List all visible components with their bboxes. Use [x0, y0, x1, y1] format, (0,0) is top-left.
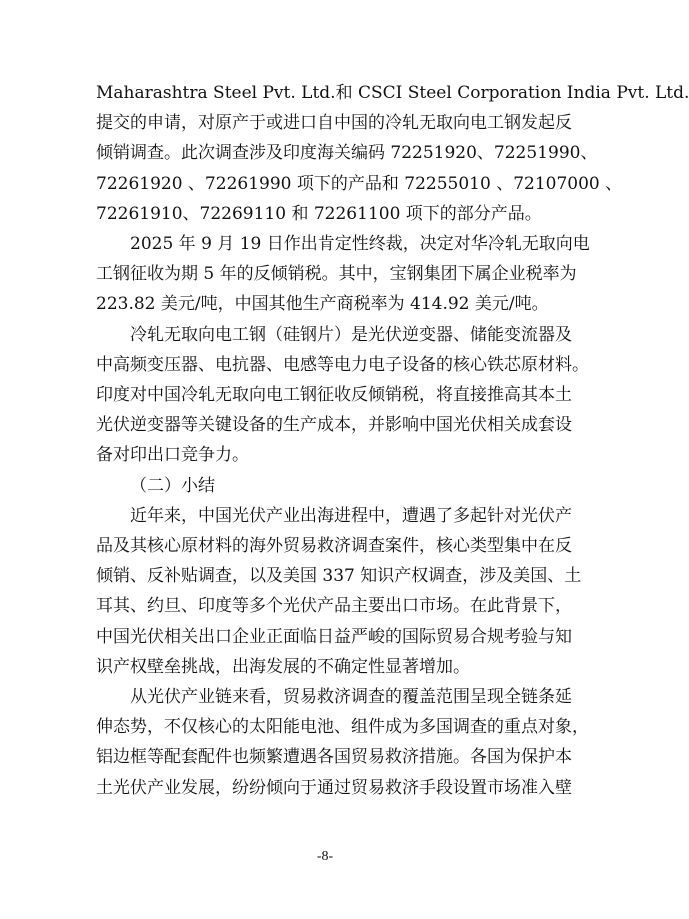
- section-heading-summary: （二）小结: [130, 475, 215, 496]
- text-line: 提交的申请，对原产于或进口自中国的冷轧无取向电工钢发起反: [96, 113, 572, 134]
- text-line: 工钢征收为期 5 年的反倾销税。其中，宝钢集团下属企业税率为: [96, 264, 577, 285]
- text-line: 72261910、72269110 和 72261100 项下的部分产品。: [96, 203, 542, 224]
- paragraph-summary-overview: [96, 501, 582, 682]
- text-line: 72261920 、72261990 项下的产品和 72255010 、72107000 、: [96, 173, 623, 194]
- paragraph-electrical-steel-impact: [96, 320, 589, 471]
- text-line: 识产权壁垒挑战，出海发展的不确定性显著增加。: [96, 656, 470, 677]
- page-number: -8-: [316, 849, 334, 864]
- text-line: 土光伏产业发展，纷纷倾向于通过贸易救济手段设置市场准入壁: [96, 777, 572, 798]
- text-line: 冷轧无取向电工钢（硅钢片）是光伏逆变器、储能变流器及: [96, 324, 572, 345]
- text-line: 备对印出口竞争力。: [96, 445, 249, 466]
- text-line: 品及其核心原材料的海外贸易救济调查案件，核心类型集中在反: [96, 536, 572, 557]
- text-line: 倾销调查。此次调查涉及印度海关编码 72251920、72251990、: [96, 143, 598, 164]
- text-line: 中国光伏相关出口企业正面临日益严峻的国际贸易合规考验与知: [96, 626, 572, 647]
- paragraph-industry-chain: [96, 682, 589, 803]
- text-line: 耳其、约旦、印度等多个光伏产品主要出口市场。在此背景下，: [96, 596, 572, 617]
- text-line: Maharashtra Steel Pvt. Ltd.和 CSCI Steel Corporation India Pvt. Ltd.: [96, 83, 689, 103]
- paragraph-india-case-intro: [96, 78, 689, 229]
- text-line: 光伏逆变器等关键设备的生产成本，并影响中国光伏相关成套设: [96, 415, 572, 436]
- body-text: [96, 78, 689, 803]
- text-line: 从光伏产业链来看，贸易救济调查的覆盖范围呈现全链条延: [96, 687, 572, 708]
- text-line: 倾销、反补贴调查，以及美国 337 知识产权调查，涉及美国、土: [96, 566, 582, 587]
- text-line: 223.82 美元/吨，中国其他生产商税率为 414.92 美元/吨。: [96, 294, 549, 315]
- text-line: 中高频变压器、电抗器、电感等电力电子设备的核心铁芯原材料。: [96, 354, 589, 375]
- text-line: 伸态势，不仅核心的太阳能电池、组件成为多国调查的重点对象，: [96, 717, 589, 738]
- text-line: 近年来，中国光伏产业出海进程中，遭遇了多起针对光伏产: [96, 505, 572, 526]
- text-line: 印度对中国冷轧无取向电工钢征收反倾销税，将直接推高其本土: [96, 385, 572, 406]
- text-line: 铝边框等配套配件也频繁遭遇各国贸易救济措施。各国为保护本: [96, 747, 572, 768]
- paragraph-final-ruling: [96, 229, 590, 320]
- text-line: 2025 年 9 月 19 日作出肯定性终裁，决定对华冷轧无取向电: [96, 234, 590, 255]
